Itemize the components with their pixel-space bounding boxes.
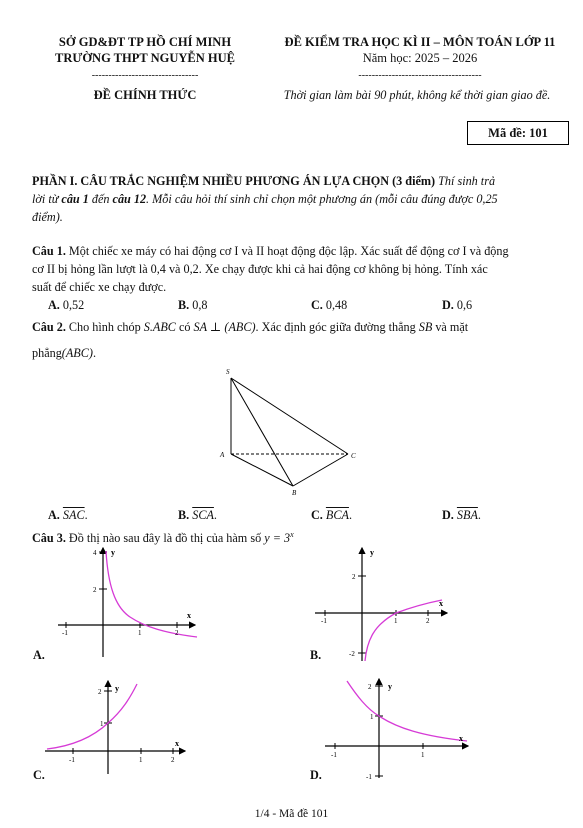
time-note: Thời gian làm bài 90 phút, không kể thời gian giao đề. — [283, 88, 551, 102]
vertex-c-label: C — [351, 452, 356, 460]
tick-x2: 2 — [426, 617, 430, 625]
q1-option-a-text: 0,52 — [62, 298, 85, 312]
axis-y-label: y — [115, 684, 119, 693]
graph-a[interactable] — [55, 545, 200, 660]
axis-y-label: y — [370, 548, 374, 557]
q2-text-a: Cho hình chóp — [65, 320, 144, 334]
q2-option-a[interactable]: A. $\overline{SAC}$. — [48, 508, 88, 522]
tick-x1: 1 — [421, 751, 425, 759]
q2-option-c-letter: C. — [311, 508, 323, 522]
q2-text-f: . — [92, 346, 96, 360]
curve — [106, 551, 197, 637]
q3-label: Câu 3. — [32, 531, 66, 546]
q2-text-b: có — [175, 320, 194, 334]
q2-plane: (ABC) — [61, 346, 93, 360]
page-footer: 1/4 - Mã đề 101 — [254, 808, 329, 820]
q2-option-a-letter: A. — [48, 508, 60, 522]
tick-yneg: -2 — [349, 650, 355, 658]
graph-b[interactable] — [312, 545, 452, 663]
q3-text: Đồ thị nào sau đây là đồ thị của hàm số — [65, 531, 265, 546]
q2-option-c[interactable]: C. $\overline{BCA}$. — [311, 508, 352, 522]
exam-code-box — [467, 121, 569, 145]
q2-option-d[interactable]: D. $\overline{SBA}$. — [442, 508, 481, 522]
pyramid-figure — [215, 362, 365, 502]
tick-y1: 1 — [370, 713, 374, 721]
q1-option-b[interactable] — [178, 298, 207, 313]
instruction-c: điểm). — [32, 210, 63, 224]
question-2 — [32, 318, 577, 362]
tick-y2: 2 — [98, 688, 102, 696]
curve — [47, 684, 137, 749]
q1-option-a-letter: A. — [48, 298, 60, 312]
graph-d-letter: D. — [310, 768, 322, 782]
q1-option-d-text: 0,6 — [456, 298, 473, 312]
instruction-b5: . Mỗi câu hỏi thí sinh chỉ chọn một phương án (mỗi câu đúng được 0,25 — [146, 192, 498, 206]
axis-y-label: y — [111, 548, 115, 557]
q1-option-c-letter: C. — [311, 298, 323, 312]
graph-a-letter: A. — [33, 648, 45, 662]
exam-code: Mã đề: 101 — [488, 126, 548, 140]
instruction-b1: lời từ — [32, 192, 62, 206]
section-title: PHẦN I. CÂU TRẮC NGHIỆM NHIỀU PHƯƠNG ÁN LỰA CHỌN (3 điểm) — [32, 174, 436, 188]
q2-option-d-angle: $\overline{SBA}$ — [456, 508, 478, 522]
question-1 — [32, 242, 577, 296]
instruction-b3: đến — [88, 192, 113, 206]
q1-option-c-text: 0,48 — [325, 298, 348, 312]
axis-x-label: x — [187, 611, 191, 620]
q2-line-sb: SB — [418, 320, 433, 334]
edge-sc — [231, 378, 348, 454]
q1-option-d-letter: D. — [442, 298, 454, 312]
q2-label: Câu 2. — [32, 320, 66, 334]
q2-pyramid: S.ABC — [143, 320, 176, 334]
q2-option-a-angle: $\overline{SAC}$ — [62, 508, 85, 522]
exam-title: ĐỀ KIỂM TRA HỌC KÌ II – MÔN TOÁN LỚP 11 — [284, 35, 556, 49]
q1-option-d[interactable] — [442, 298, 472, 313]
graph-b-letter: B. — [310, 648, 322, 662]
vertex-b-label: B — [292, 489, 297, 497]
school-name: TRƯỜNG THPT NGUYỄN HUỆ — [55, 51, 235, 65]
curve — [365, 600, 442, 661]
q1-label: Câu 1. — [32, 244, 66, 258]
axis-x-label: x — [439, 599, 443, 608]
axis-x-label: x — [175, 739, 179, 748]
question-3 — [32, 526, 577, 547]
vertex-a-label: A — [220, 451, 225, 459]
tick-y2: 2 — [368, 683, 372, 691]
vertex-s-label: S — [226, 368, 230, 376]
q1-line1: Một chiếc xe máy có hai động cơ I và II hoạt động độc lập. Xác suất để động cơ I và động — [65, 244, 509, 258]
school-year: Năm học: 2025 – 2026 — [362, 51, 478, 65]
graph-d[interactable] — [322, 676, 472, 780]
tick-xneg: -1 — [62, 629, 68, 637]
q1-option-b-letter: B. — [178, 298, 190, 312]
instruction-b4: câu 12 — [112, 192, 147, 206]
tick-xneg: -1 — [69, 756, 75, 764]
official-label: ĐỀ CHÍNH THỨC — [93, 88, 197, 102]
q3-function-exponent: x — [290, 530, 294, 539]
edge-bc — [293, 454, 348, 486]
q2-perp: SA ⊥ (ABC) — [193, 320, 256, 334]
q2-text-d: và mặt — [432, 320, 469, 334]
curve — [347, 681, 467, 741]
right-separator: ------------------------------------- — [358, 70, 482, 81]
q2-option-b-letter: B. — [178, 508, 190, 522]
q2-option-c-angle: $\overline{BCA}$ — [325, 508, 349, 522]
tick-x2: 2 — [175, 629, 179, 637]
q1-line3: suất để chiếc xe chạy được. — [32, 280, 167, 294]
tick-xneg: -1 — [321, 617, 327, 625]
q2-option-d-letter: D. — [442, 508, 454, 522]
tick-x1: 1 — [138, 629, 142, 637]
q1-option-b-text: 0,8 — [192, 298, 208, 312]
tick-yneg: -1 — [366, 773, 372, 780]
q1-line2: cơ II bị hỏng lần lượt là 0,4 và 0,2. Xe chạy được khi cả hai động cơ không bị hỏng. Tính xác — [32, 262, 488, 276]
q1-option-a[interactable] — [48, 298, 84, 313]
section-instructions — [32, 172, 572, 226]
tick-y2: 2 — [93, 586, 97, 594]
left-separator: -------------------------------- — [91, 70, 199, 81]
graph-c[interactable] — [42, 676, 192, 776]
tick-xneg: -1 — [331, 751, 337, 759]
tick-x2: 2 — [171, 756, 175, 764]
graph-c-letter: C. — [33, 768, 45, 782]
q2-text-c: . Xác định góc giữa đường thẳng — [255, 320, 419, 334]
q2-option-b[interactable]: B. $\overline{SCA}$. — [178, 508, 217, 522]
tick-x1: 1 — [139, 756, 143, 764]
axis-x-label: x — [459, 734, 463, 743]
q2-option-b-angle: $\overline{SCA}$ — [192, 508, 214, 522]
q3-function: y = 3 — [264, 531, 291, 546]
instruction-b2: câu 1 — [61, 192, 89, 206]
q1-option-c[interactable] — [311, 298, 347, 313]
tick-y2: 2 — [352, 573, 356, 581]
instruction-a: Thí sinh trả — [438, 174, 496, 188]
q2-text-e: phẳng — [32, 346, 62, 360]
axis-y-label: y — [388, 682, 392, 691]
department-name: SỞ GD&ĐT TP HỒ CHÍ MINH — [58, 35, 232, 49]
tick-y1: 1 — [100, 720, 104, 728]
tick-x1: 1 — [394, 617, 398, 625]
tick-y4: 4 — [93, 549, 97, 557]
